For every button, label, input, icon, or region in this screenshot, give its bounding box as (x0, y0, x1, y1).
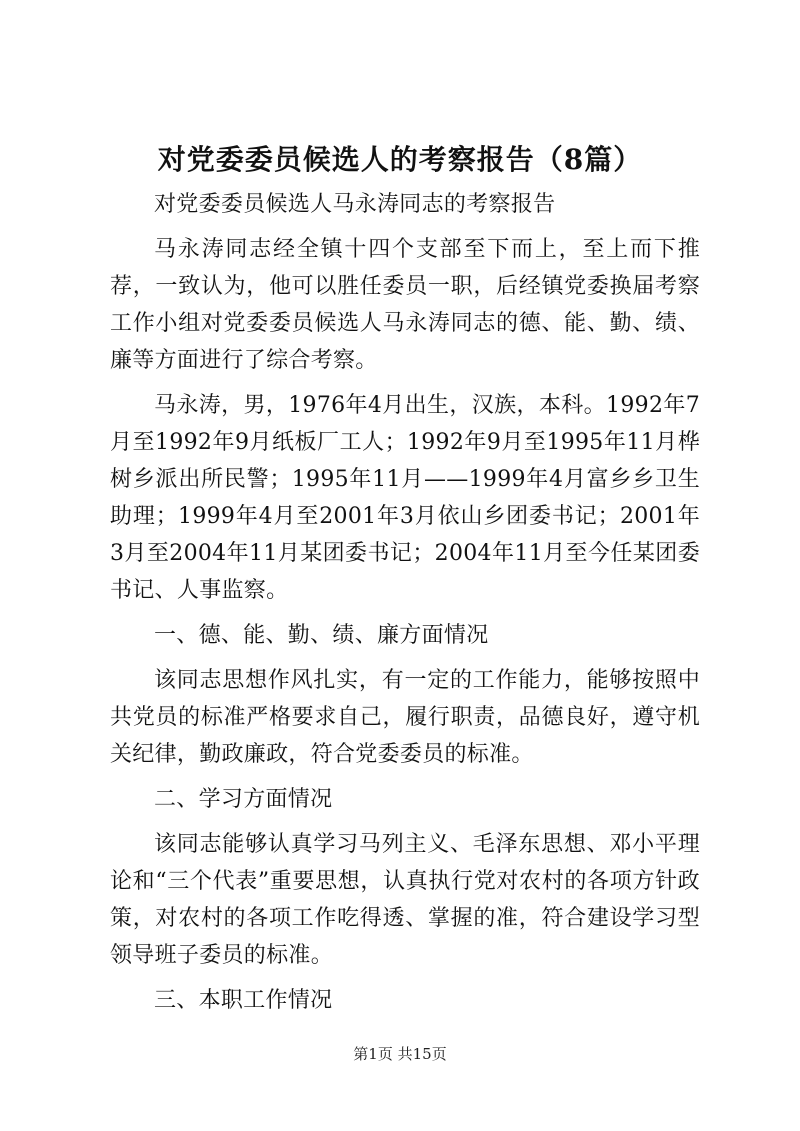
intro-paragraph: 马永涛同志经全镇十四个支部至下而上，至上而下推荐，一致认为，他可以胜任委员一职，后经镇党委换届考察工作小组对党委委员候选人马永涛同志的德、能、勤、绩、廉等方面进行了综合考察。 (110, 237, 700, 373)
section-heading-study: 二、学习方面情况 (154, 787, 333, 812)
section-heading-work: 三、本职工作情况 (154, 988, 333, 1013)
report-subtitle: 对党委委员候选人马永涛同志的考察报告 (154, 192, 556, 217)
document-title: 对党委委员候选人的考察报告（8篇） (157, 143, 643, 176)
page-footer: 第1页 共15页 (353, 1045, 447, 1063)
study-paragraph: 该同志能够认真学习马列主义、毛泽东思想、邓小平理论和“三个代表”重要思想，认真执行党对农村的各项方针政策，对农村的各项工作吃得透、掌握的准，符合建设学习型领导班子委员的标准。 (110, 832, 700, 968)
ethics-paragraph: 该同志思想作风扎实，有一定的工作能力，能够按照中共党员的标准严格要求自己，履行职责，品德良好，遵守机关纪律，勤政廉政，符合党委委员的标准。 (110, 668, 700, 767)
biography-paragraph: 马永涛，男，1976年4月出生，汉族，本科。1992年7月至1992年9月纸板厂工人；1992年9月至1995年11月桦树乡派出所民警；1995年11月——1999年4月富乡乡卫生助理；1999年4月至2001年3月依山乡团委书记；2001年3月至2004年11月某团委书记；2004年11月至今任某团委书记、人事监察。 (110, 393, 700, 603)
document-body (110, 186, 700, 1027)
section-heading-ethics: 一、德、能、勤、绩、廉方面情况 (154, 623, 489, 648)
